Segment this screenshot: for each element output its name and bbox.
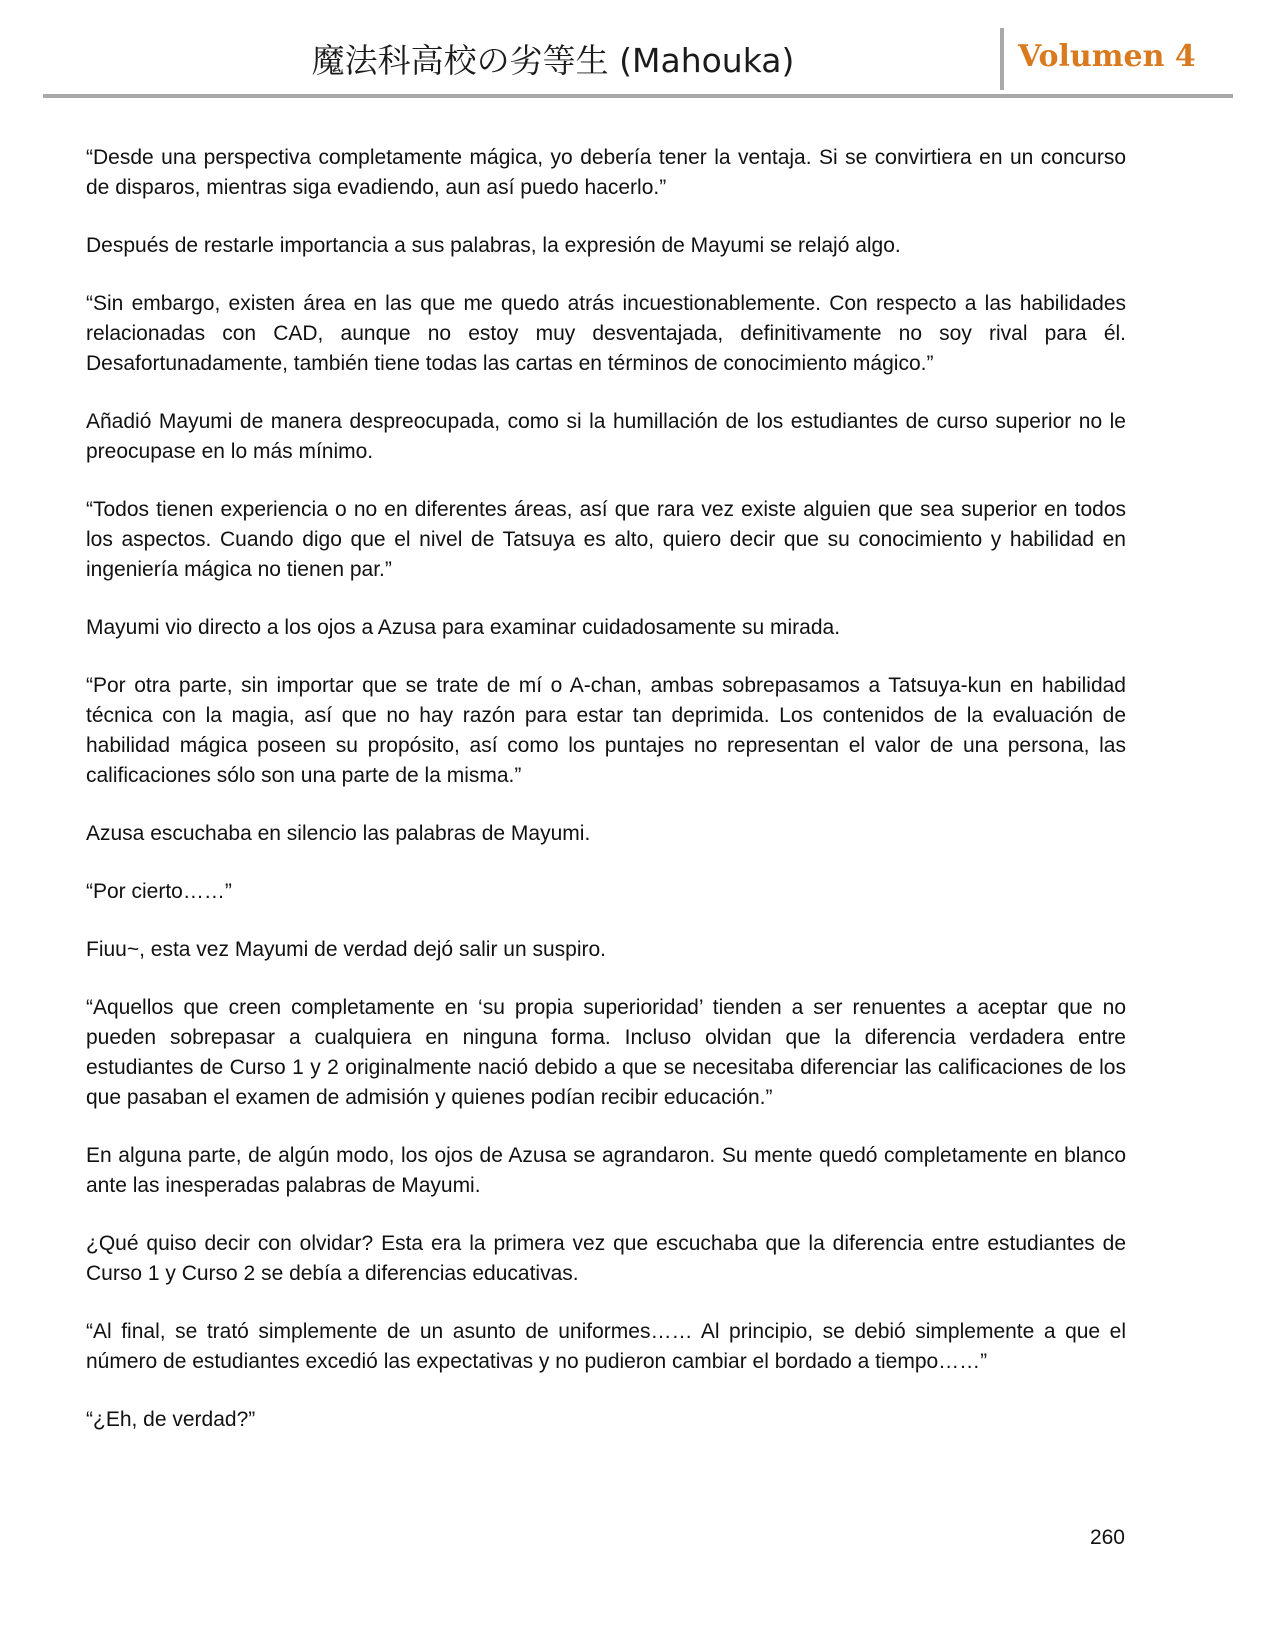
page-number: 260 — [1089, 1526, 1125, 1549]
paragraph-4: Añadió Mayumi de manera despreocupada, como si la humillación de los estudiantes de curso superior no le preocupase en lo más mínimo. — [86, 410, 1126, 463]
paragraph-15: “¿Eh, de verdad?” — [86, 1408, 256, 1431]
paragraph-12: En alguna parte, de algún modo, los ojos de Azusa se agrandaron. Su mente quedó completamente en blanco ante las inesperadas palabras de Mayumi. — [86, 1144, 1126, 1197]
paragraph-14: “Al final, se trató simplemente de un asunto de uniformes…… Al principio, se debió simplemente a que el número de estudiantes excedió las expectativas y no pudieron cambiar el bordado a tiempo……” — [86, 1320, 1126, 1373]
page-header — [43, 28, 1233, 98]
paragraph-9: “Por cierto……” — [86, 880, 232, 903]
page-body — [86, 143, 1126, 1463]
paragraph-10: Fiuu~, esta vez Mayumi de verdad dejó salir un suspiro. — [86, 938, 607, 961]
paragraph-2: Después de restarle importancia a sus palabras, la expresión de Mayumi se relajó algo. — [86, 234, 901, 257]
volume-label: Volumen 4 — [1018, 39, 1196, 74]
paragraph-5: “Todos tienen experiencia o no en diferentes áreas, así que rara vez existe alguien que sea superior en todos los aspectos. Cuando digo que el nivel de Tatsuya es alto, quiero decir que su conocimiento y habilidad en ingeniería mágica no tienen par.” — [86, 498, 1126, 581]
paragraph-11: “Aquellos que creen completamente en ‘su propia superioridad’ tienden a ser renuentes a aceptar que no pueden sobrepasar a cualquiera en ninguna forma. Incluso olvidan que la diferencia verdadera entre estudiantes de Curso 1 y 2 originalmente nació debido a que se necesitaba diferenciar las calificaciones de los que pasaban el examen de admisión y quienes podían recibir educación.” — [86, 996, 1126, 1109]
paragraph-1: “Desde una perspectiva completamente mágica, yo debería tener la ventaja. Si se convirtiera en un concurso de disparos, mientras siga evadiendo, aun así puedo hacerlo.” — [86, 146, 1126, 199]
book-title: 魔法科高校の劣等生 (Mahouka) — [311, 41, 795, 80]
paragraph-6: Mayumi vio directo a los ojos a Azusa para examinar cuidadosamente su mirada. — [86, 616, 841, 639]
paragraph-13: ¿Qué quiso decir con olvidar? Esta era la primera vez que escuchaba que la diferencia entre estudiantes de Curso 1 y Curso 2 se debía a diferencias educativas. — [86, 1232, 1126, 1285]
paragraph-8: Azusa escuchaba en silencio las palabras de Mayumi. — [86, 822, 591, 845]
paragraph-7: “Por otra parte, sin importar que se trate de mí o A-chan, ambas sobrepasamos a Tatsuya-kun en habilidad técnica con la magia, así que no hay razón para estar tan deprimida. Los contenidos de la evaluación de habilidad mágica poseen su propósito, así como los puntajes no representan el valor de una persona, las calificaciones sólo son una parte de la misma.” — [86, 674, 1126, 787]
paragraph-3: “Sin embargo, existen área en las que me quedo atrás incuestionablemente. Con respecto a las habilidades relacionadas con CAD, aunque no estoy muy desventajada, definitivamente no soy rival para él. Desafortunadamente, también tiene todas las cartas en términos de conocimiento mágico.” — [86, 292, 1126, 375]
header-divider — [1000, 28, 1004, 90]
